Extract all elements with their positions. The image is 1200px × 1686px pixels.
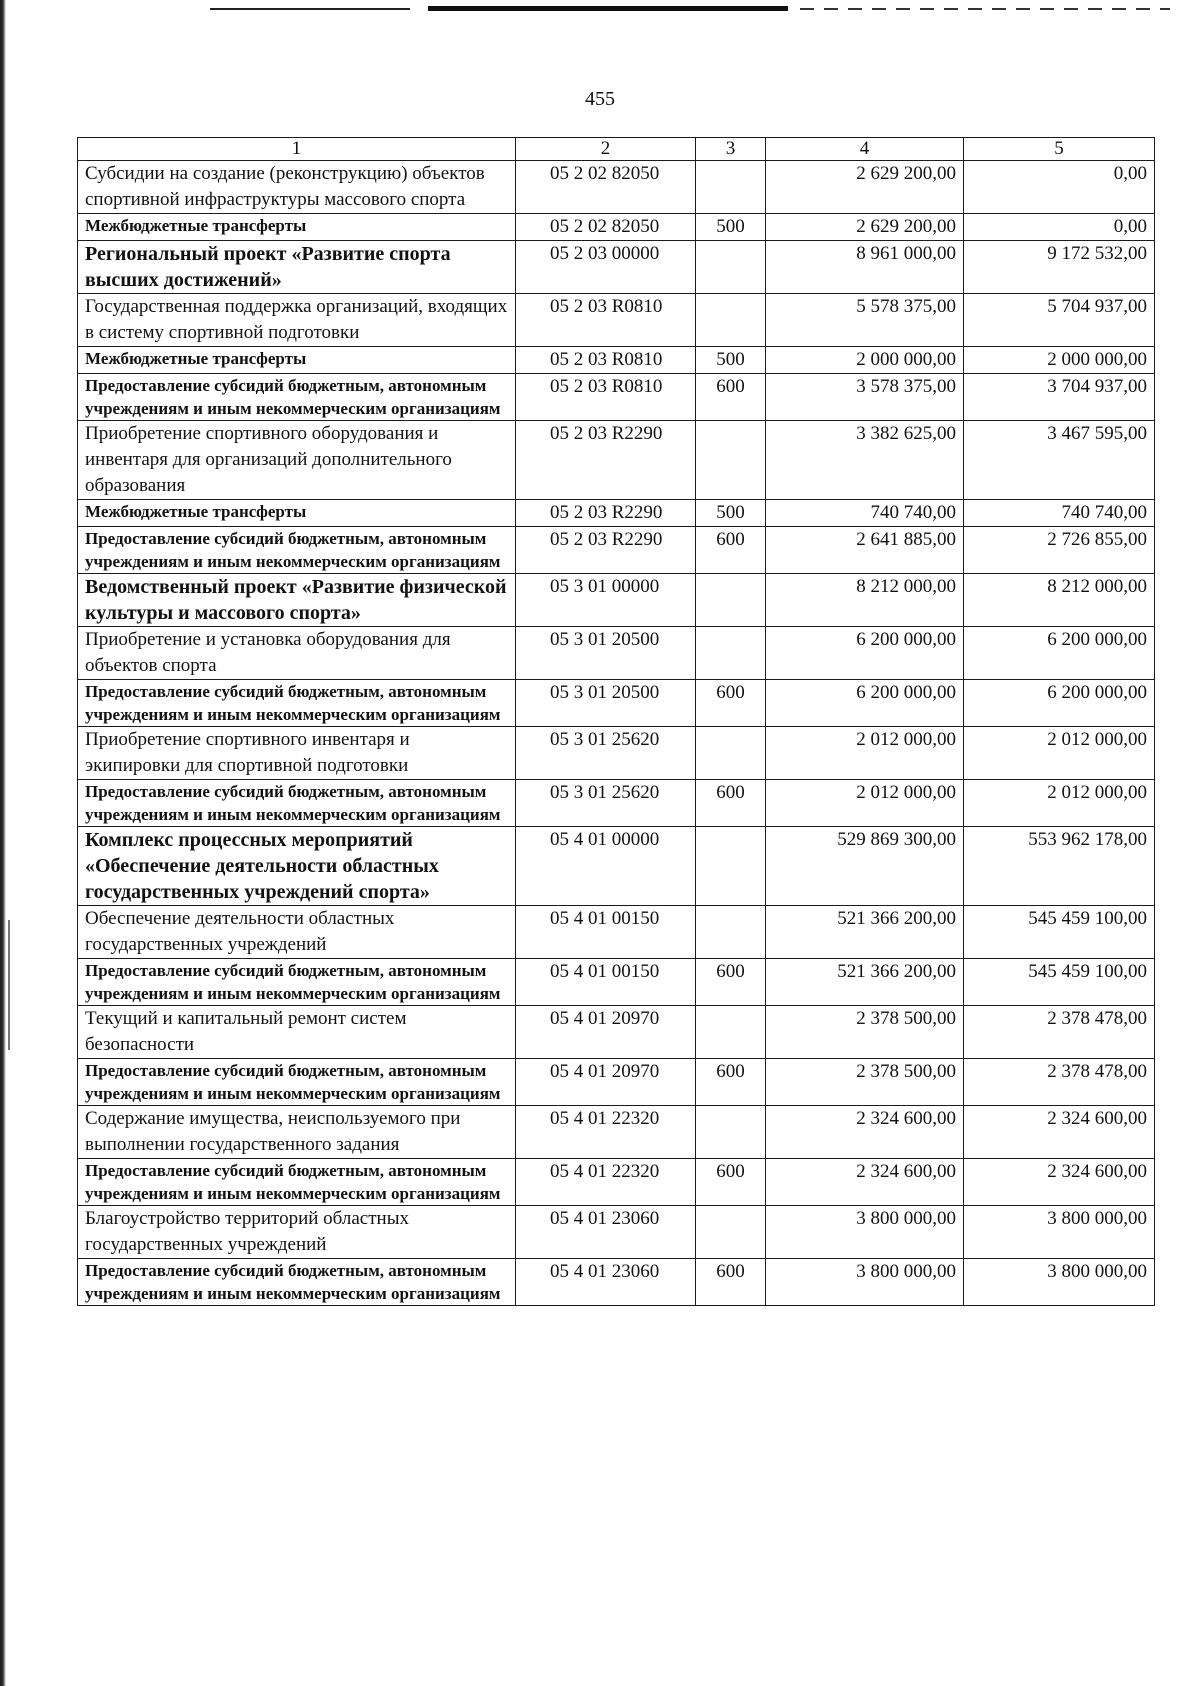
row-group-cell xyxy=(696,161,766,214)
table-row xyxy=(78,527,1155,574)
row-value-2026-cell: 2 012 000,00 xyxy=(964,780,1155,827)
column-header: 4 xyxy=(766,138,964,161)
row-name-cell: Государственная поддержка организаций, входящих в систему спортивной подготовки xyxy=(78,294,516,347)
row-code-cell: 05 4 01 22320 xyxy=(516,1159,696,1206)
row-name-cell: Региональный проект «Развитие спорта высших достижений» xyxy=(78,241,516,294)
row-name-cell: Предоставление субсидий бюджетным, автономным учреждениям и иным некоммерческим организациям xyxy=(78,1059,516,1106)
column-header: 1 xyxy=(78,138,516,161)
row-group-cell xyxy=(696,727,766,780)
row-group-cell: 600 xyxy=(696,374,766,421)
row-group-cell xyxy=(696,1006,766,1059)
column-header: 2 xyxy=(516,138,696,161)
table-row xyxy=(78,727,1155,780)
row-code-cell: 05 2 02 82050 xyxy=(516,161,696,214)
row-value-2025-cell: 2 629 200,00 xyxy=(766,214,964,241)
row-value-2026-cell: 545 459 100,00 xyxy=(964,906,1155,959)
row-name-cell: Текущий и капитальный ремонт систем безопасности xyxy=(78,1006,516,1059)
page-number: 455 xyxy=(585,88,615,110)
row-value-2026-cell: 3 467 595,00 xyxy=(964,421,1155,500)
row-name-cell: Предоставление субсидий бюджетным, автономным учреждениям и иным некоммерческим организациям xyxy=(78,1259,516,1306)
table-row xyxy=(78,241,1155,294)
row-name-cell: Приобретение спортивного оборудования и инвентаря для организаций дополнительного образования xyxy=(78,421,516,500)
row-code-cell: 05 2 02 82050 xyxy=(516,214,696,241)
row-value-2025-cell: 2 641 885,00 xyxy=(766,527,964,574)
row-value-2026-cell: 553 962 178,00 xyxy=(964,827,1155,906)
row-name-cell: Благоустройство территорий областных государственных учреждений xyxy=(78,1206,516,1259)
row-value-2026-cell: 2 324 600,00 xyxy=(964,1106,1155,1159)
row-group-cell: 600 xyxy=(696,1059,766,1106)
row-group-cell xyxy=(696,1206,766,1259)
row-value-2025-cell: 8 212 000,00 xyxy=(766,574,964,627)
row-code-cell: 05 2 03 R0810 xyxy=(516,374,696,421)
row-group-cell: 600 xyxy=(696,1259,766,1306)
row-code-cell: 05 3 01 25620 xyxy=(516,780,696,827)
row-group-cell xyxy=(696,241,766,294)
row-value-2025-cell: 2 629 200,00 xyxy=(766,161,964,214)
column-header: 5 xyxy=(964,138,1155,161)
table-row xyxy=(78,1106,1155,1159)
row-name-cell: Комплекс процессных мероприятий «Обеспечение деятельности областных государственных учреждений спорта» xyxy=(78,827,516,906)
row-code-cell: 05 3 01 25620 xyxy=(516,727,696,780)
row-code-cell: 05 2 03 R2290 xyxy=(516,527,696,574)
row-code-cell: 05 4 01 23060 xyxy=(516,1206,696,1259)
table-row xyxy=(78,347,1155,374)
table-row xyxy=(78,374,1155,421)
table-row xyxy=(78,827,1155,906)
row-name-cell: Приобретение спортивного инвентаря и экипировки для спортивной подготовки xyxy=(78,727,516,780)
row-group-cell: 600 xyxy=(696,527,766,574)
row-code-cell: 05 2 03 00000 xyxy=(516,241,696,294)
row-code-cell: 05 4 01 20970 xyxy=(516,1006,696,1059)
row-code-cell: 05 4 01 00000 xyxy=(516,827,696,906)
row-value-2025-cell: 5 578 375,00 xyxy=(766,294,964,347)
table-row xyxy=(78,627,1155,680)
row-code-cell: 05 4 01 23060 xyxy=(516,1259,696,1306)
table-row xyxy=(78,1206,1155,1259)
row-group-cell xyxy=(696,574,766,627)
row-group-cell xyxy=(696,1106,766,1159)
column-header: 3 xyxy=(696,138,766,161)
table-row xyxy=(78,906,1155,959)
row-value-2025-cell: 740 740,00 xyxy=(766,500,964,527)
row-value-2026-cell: 0,00 xyxy=(964,214,1155,241)
scan-edge-top xyxy=(800,8,1170,10)
row-value-2025-cell: 521 366 200,00 xyxy=(766,906,964,959)
row-value-2025-cell: 2 378 500,00 xyxy=(766,1006,964,1059)
row-value-2025-cell: 521 366 200,00 xyxy=(766,959,964,1006)
row-name-cell: Субсидии на создание (реконструкцию) объектов спортивной инфраструктуры массового спорта xyxy=(78,161,516,214)
row-value-2026-cell: 5 704 937,00 xyxy=(964,294,1155,347)
row-group-cell: 500 xyxy=(696,500,766,527)
row-code-cell: 05 4 01 22320 xyxy=(516,1106,696,1159)
row-code-cell: 05 2 03 R0810 xyxy=(516,294,696,347)
row-group-cell xyxy=(696,827,766,906)
row-code-cell: 05 2 03 R2290 xyxy=(516,421,696,500)
row-value-2025-cell: 6 200 000,00 xyxy=(766,627,964,680)
table-row xyxy=(78,780,1155,827)
row-name-cell: Содержание имущества, неиспользуемого при выполнении государственного задания xyxy=(78,1106,516,1159)
row-value-2026-cell: 545 459 100,00 xyxy=(964,959,1155,1006)
column-header-row xyxy=(78,138,1155,161)
table-row xyxy=(78,680,1155,727)
table-row xyxy=(78,959,1155,1006)
row-name-cell: Обеспечение деятельности областных государственных учреждений xyxy=(78,906,516,959)
row-group-cell: 600 xyxy=(696,780,766,827)
row-value-2025-cell: 6 200 000,00 xyxy=(766,680,964,727)
row-value-2026-cell: 2 378 478,00 xyxy=(964,1006,1155,1059)
row-value-2025-cell: 8 961 000,00 xyxy=(766,241,964,294)
row-name-cell: Приобретение и установка оборудования для объектов спорта xyxy=(78,627,516,680)
row-code-cell: 05 3 01 00000 xyxy=(516,574,696,627)
row-value-2025-cell: 2 000 000,00 xyxy=(766,347,964,374)
row-code-cell: 05 2 03 R2290 xyxy=(516,500,696,527)
row-value-2026-cell: 2 726 855,00 xyxy=(964,527,1155,574)
row-value-2026-cell: 2 012 000,00 xyxy=(964,727,1155,780)
row-value-2026-cell: 3 800 000,00 xyxy=(964,1206,1155,1259)
row-value-2025-cell: 3 382 625,00 xyxy=(766,421,964,500)
row-value-2026-cell: 0,00 xyxy=(964,161,1155,214)
table-row xyxy=(78,1159,1155,1206)
row-group-cell xyxy=(696,627,766,680)
scan-edge-mark xyxy=(8,920,10,1050)
row-value-2026-cell: 2 324 600,00 xyxy=(964,1159,1155,1206)
budget-table xyxy=(77,137,1155,1306)
table-row xyxy=(78,1006,1155,1059)
table-row xyxy=(78,574,1155,627)
row-value-2026-cell: 2 378 478,00 xyxy=(964,1059,1155,1106)
row-name-cell: Межбюджетные трансферты xyxy=(78,214,516,241)
row-value-2025-cell: 2 378 500,00 xyxy=(766,1059,964,1106)
scan-edge-top xyxy=(210,8,410,10)
row-value-2026-cell: 3 800 000,00 xyxy=(964,1259,1155,1306)
row-group-cell: 500 xyxy=(696,347,766,374)
row-name-cell: Ведомственный проект «Развитие физической культуры и массового спорта» xyxy=(78,574,516,627)
row-name-cell: Межбюджетные трансферты xyxy=(78,500,516,527)
table-row xyxy=(78,500,1155,527)
row-code-cell: 05 4 01 00150 xyxy=(516,959,696,1006)
row-value-2026-cell: 740 740,00 xyxy=(964,500,1155,527)
row-value-2025-cell: 3 800 000,00 xyxy=(766,1259,964,1306)
budget-table-body xyxy=(78,138,1155,1306)
row-value-2026-cell: 8 212 000,00 xyxy=(964,574,1155,627)
table-row xyxy=(78,161,1155,214)
row-value-2026-cell: 3 704 937,00 xyxy=(964,374,1155,421)
table-row xyxy=(78,1259,1155,1306)
scan-edge-left xyxy=(0,0,6,1686)
row-code-cell: 05 3 01 20500 xyxy=(516,627,696,680)
row-name-cell: Предоставление субсидий бюджетным, автономным учреждениям и иным некоммерческим организациям xyxy=(78,959,516,1006)
row-code-cell: 05 3 01 20500 xyxy=(516,680,696,727)
row-name-cell: Предоставление субсидий бюджетным, автономным учреждениям и иным некоммерческим организациям xyxy=(78,374,516,421)
row-value-2026-cell: 6 200 000,00 xyxy=(964,627,1155,680)
row-value-2025-cell: 2 012 000,00 xyxy=(766,727,964,780)
scan-edge-top xyxy=(428,6,788,11)
row-group-cell: 600 xyxy=(696,680,766,727)
table-row xyxy=(78,421,1155,500)
row-group-cell: 600 xyxy=(696,1159,766,1206)
row-name-cell: Предоставление субсидий бюджетным, автономным учреждениям и иным некоммерческим организациям xyxy=(78,680,516,727)
row-code-cell: 05 4 01 00150 xyxy=(516,906,696,959)
row-value-2025-cell: 2 324 600,00 xyxy=(766,1106,964,1159)
row-group-cell xyxy=(696,294,766,347)
row-value-2026-cell: 9 172 532,00 xyxy=(964,241,1155,294)
row-value-2025-cell: 3 800 000,00 xyxy=(766,1206,964,1259)
row-value-2025-cell: 2 324 600,00 xyxy=(766,1159,964,1206)
table-row xyxy=(78,1059,1155,1106)
row-value-2025-cell: 529 869 300,00 xyxy=(766,827,964,906)
row-code-cell: 05 2 03 R0810 xyxy=(516,347,696,374)
row-group-cell: 500 xyxy=(696,214,766,241)
row-name-cell: Предоставление субсидий бюджетным, автономным учреждениям и иным некоммерческим организациям xyxy=(78,1159,516,1206)
row-value-2026-cell: 2 000 000,00 xyxy=(964,347,1155,374)
row-name-cell: Предоставление субсидий бюджетным, автономным учреждениям и иным некоммерческим организациям xyxy=(78,780,516,827)
row-group-cell xyxy=(696,906,766,959)
table-row xyxy=(78,214,1155,241)
row-name-cell: Предоставление субсидий бюджетным, автономным учреждениям и иным некоммерческим организациям xyxy=(78,527,516,574)
row-value-2026-cell: 6 200 000,00 xyxy=(964,680,1155,727)
table-row xyxy=(78,294,1155,347)
row-group-cell xyxy=(696,421,766,500)
row-value-2025-cell: 3 578 375,00 xyxy=(766,374,964,421)
row-code-cell: 05 4 01 20970 xyxy=(516,1059,696,1106)
row-group-cell: 600 xyxy=(696,959,766,1006)
row-value-2025-cell: 2 012 000,00 xyxy=(766,780,964,827)
row-name-cell: Межбюджетные трансферты xyxy=(78,347,516,374)
